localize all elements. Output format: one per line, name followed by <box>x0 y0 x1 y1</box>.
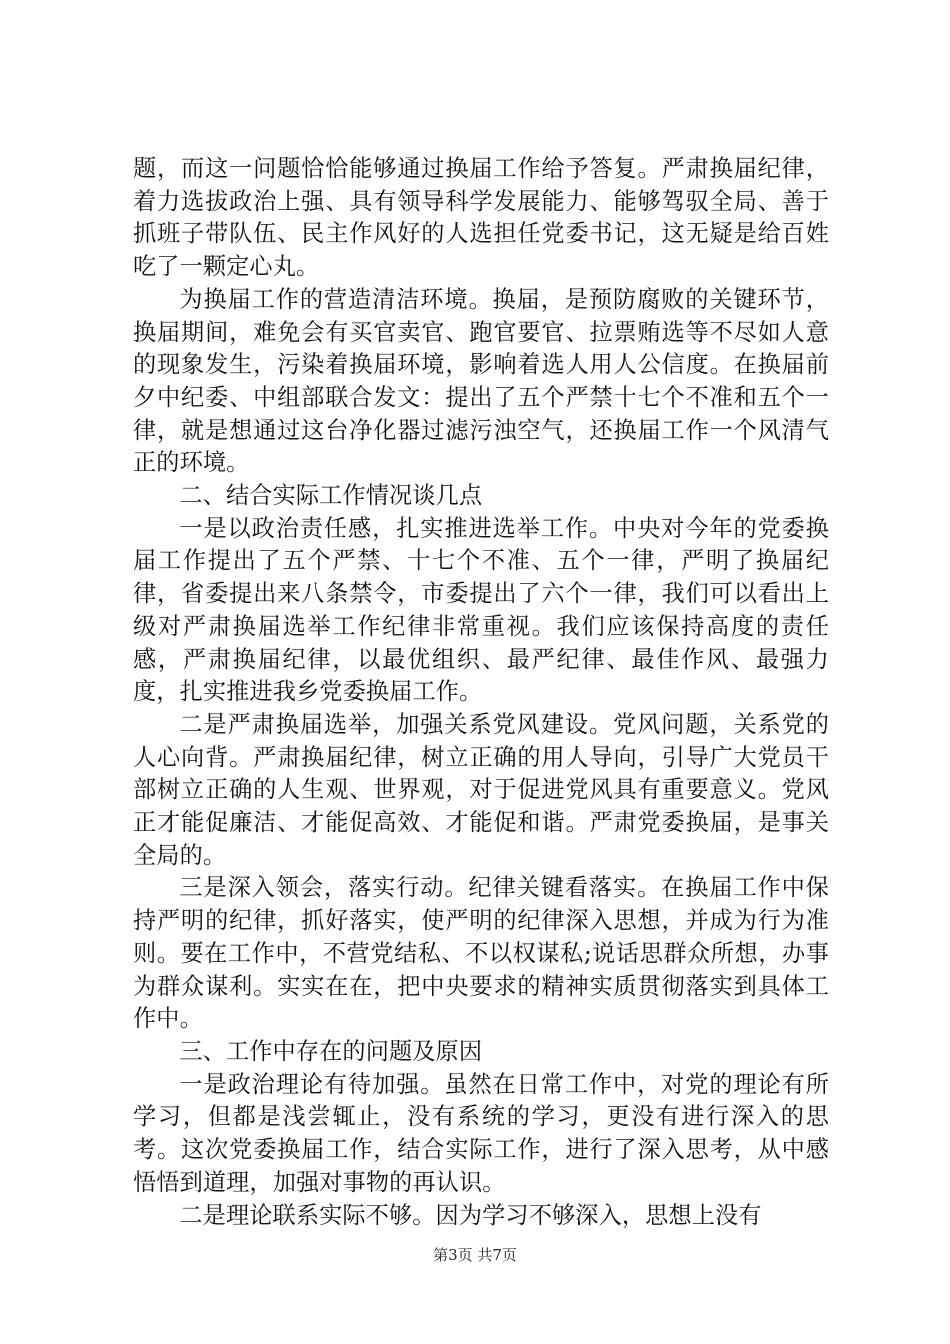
document-body <box>133 153 829 1232</box>
paragraph-continuation: 题，而这一问题恰恰能够通过换届工作给予答复。严肃换届纪律，着力选拔政治上强、具有领导科学发展能力、能够驾驭全局、善于抓班子带队伍、民主作风好的人选担任党委书记，这无疑是给百姓吃了一颗定心丸。 <box>133 155 829 281</box>
section-heading-3: 三、工作中存在的问题及原因 <box>179 1037 483 1065</box>
paragraph-political-theory: 一是政治理论有待加强。虽然在日常工作中，对党的理论有所学习，但都是浅尝辄止，没有系统的学习，更没有进行深入的思考。这次党委换届工作，结合实际工作，进行了深入思考，从中感悟悟到道理，加强对事物的再认识。 <box>133 1070 829 1196</box>
paragraph-political-responsibility: 一是以政治责任感，扎实推进选举工作。中央对今年的党委换届工作提出了五个严禁、十七个不准、五个一律，严明了换届纪律，省委提出来八条禁令，市委提出了六个一律，我们可以看出上级对严肃换届选举工作纪律非常重视。我们应该保持高度的责任感，严肃换届纪律，以最优组织、最严纪律、最佳作风、最强力度，扎实推进我乡党委换届工作。 <box>133 514 829 706</box>
section-heading-2: 二、结合实际工作情况谈几点 <box>179 482 483 510</box>
paragraph-theory-practice: 二是理论联系实际不够。因为学习不够深入，思想上没有 <box>179 1201 762 1229</box>
page-footer: 第3页 共7页 <box>433 1246 517 1264</box>
paragraph-implementation: 三是深入领会，落实行动。纪律关键看落实。在换届工作中保持严明的纪律，抓好落实，使严明的纪律深入思想，并成为行为准则。要在工作中，不营党结私、不以权谋私;说话思群众所想，办事为群众谋利。实实在在，把中央要求的精神实质贯彻落实到具体工作中。 <box>133 874 829 1033</box>
paragraph-clean-environment: 为换届工作的营造清洁环境。换届，是预防腐败的关键环节，换届期间，难免会有买官卖官、跑官要官、拉票贿选等不尽如人意的现象发生，污染着换届环境，影响着选人用人公信度。在换届前夕中纪委、中组部联合发文：提出了五个严禁十七个不准和五个一律，就是想通过这台净化器过滤污浊空气，还换届工作一个风清气正的环境。 <box>133 285 829 477</box>
paragraph-party-style: 二是严肃换届选举，加强关系党风建设。党风问题，关系党的人心向背。严肃换届纪律，树立正确的用人导向，引导广大党员干部树立正确的人生观、世界观，对于促进党风具有重要意义。党风正才能促廉洁、才能促高效、才能促和谐。严肃党委换届，是事关全局的。 <box>133 710 829 869</box>
